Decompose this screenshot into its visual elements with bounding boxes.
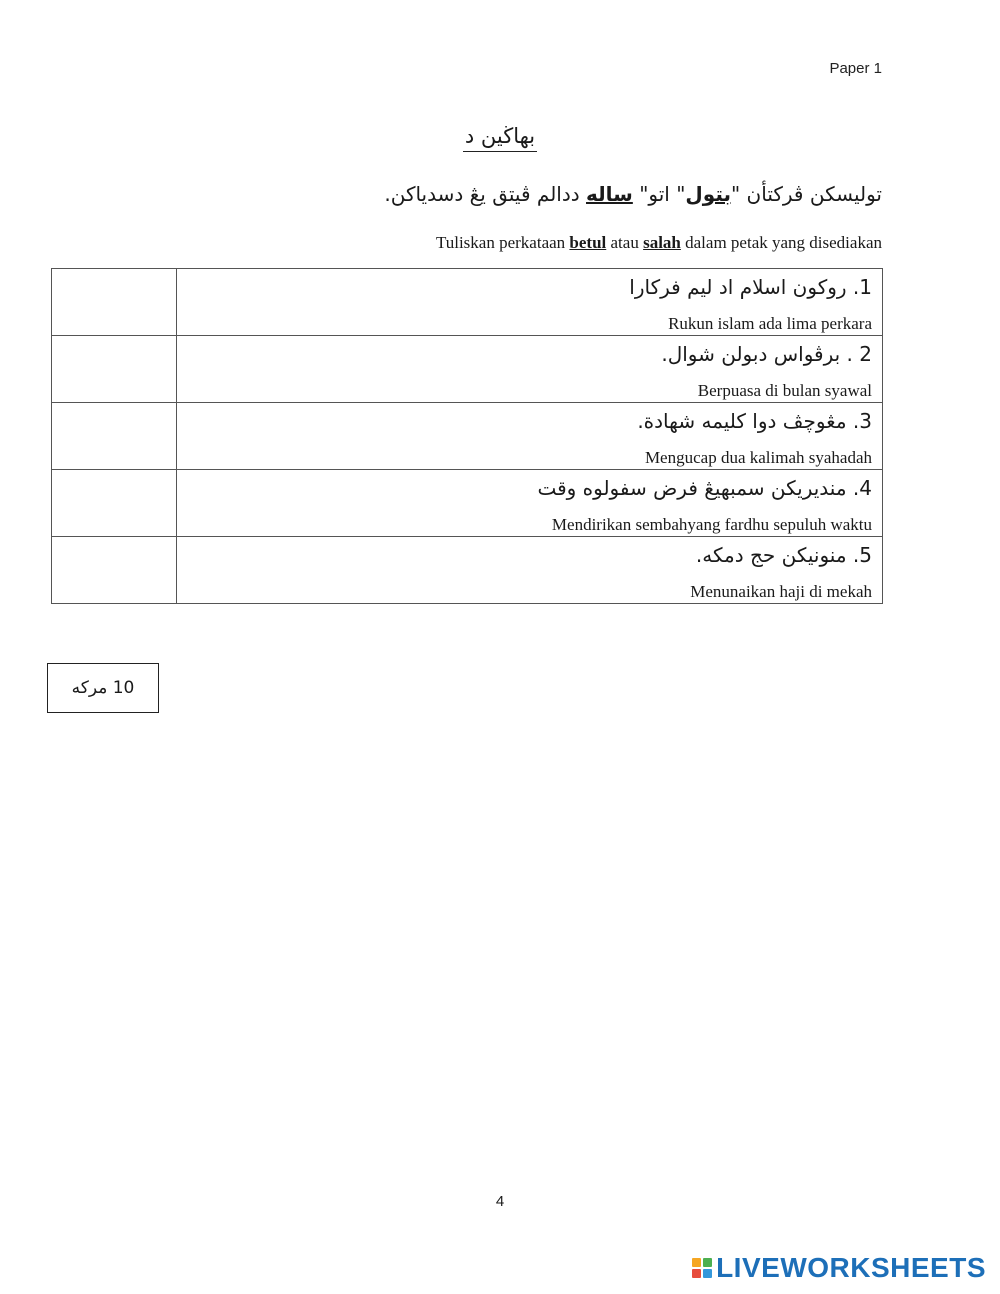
answer-box-3[interactable] [52,403,177,470]
instruction-rumi-part1: Tuliskan perkataan [435,233,570,252]
keyword-salah-rumi: salah [643,233,681,252]
logo-square [703,1269,712,1278]
logo-square [703,1258,712,1267]
logo-square [692,1269,701,1278]
question-jawi: 5. منونيکن حج دمکه. [695,543,872,567]
instruction-rumi-part2: atau [606,233,644,252]
question-jawi: 3. مڠوچڤ دوا کليمه شهادة. [637,409,872,433]
question-rumi: Rukun islam ada lima perkara [668,314,872,333]
keyword-betul-jawi: بتول [685,182,731,206]
instruction-rumi-part3: dalam petak yang disediakan [680,233,882,252]
keyword-salah-jawi: ساله [586,182,633,206]
instruction-rumi [436,233,882,253]
question-row [52,470,883,537]
question-cell [177,269,883,336]
question-jawi: 1. روکون اسلام اد ليم فرکارا [629,275,872,299]
question-jawi: 4. منديريکن سمبهيڠ فرض سفولوه وقت [537,476,872,500]
question-row [52,269,883,336]
question-cell [177,336,883,403]
marks-box: 10 مرکه [47,663,159,713]
answer-box-2[interactable] [52,336,177,403]
section-title-text: بهاڬين د [463,124,537,152]
question-rumi: Berpuasa di bulan syawal [697,381,872,400]
section-title [0,124,1000,148]
question-rumi: Menunaikan haji di mekah [690,582,872,601]
instruction-jawi-part1: توليسکن ڤرکتأن " [731,182,882,206]
question-row [52,403,883,470]
instruction-jawi [384,182,882,206]
question-cell [177,470,883,537]
answer-box-5[interactable] [52,537,177,604]
liveworksheets-logo[interactable] [692,1254,986,1282]
paper-label: Paper 1 [829,60,882,77]
logo-square [692,1258,701,1267]
answer-box-4[interactable] [52,470,177,537]
question-rumi: Mengucap dua kalimah syahadah [644,448,872,467]
question-table [51,268,883,604]
question-rumi: Mendirikan sembahyang fardhu sepuluh waktu [551,515,872,534]
liveworksheets-logo-icon [692,1258,712,1278]
question-cell [177,537,883,604]
question-cell [177,403,883,470]
question-row [52,537,883,604]
answer-box-1[interactable] [52,269,177,336]
question-row [52,336,883,403]
question-jawi: 2 . برڤواس دبولن شوال. [661,342,872,366]
liveworksheets-logo-text: LIVEWORKSHEETS [716,1252,986,1283]
instruction-jawi-part3: ددالم ڤيتق يڠ دسدياکن. [384,182,587,206]
keyword-betul-rumi: betul [569,233,607,252]
page-number: 4 [495,1193,505,1210]
instruction-jawi-part2: " اتو" [632,182,686,206]
